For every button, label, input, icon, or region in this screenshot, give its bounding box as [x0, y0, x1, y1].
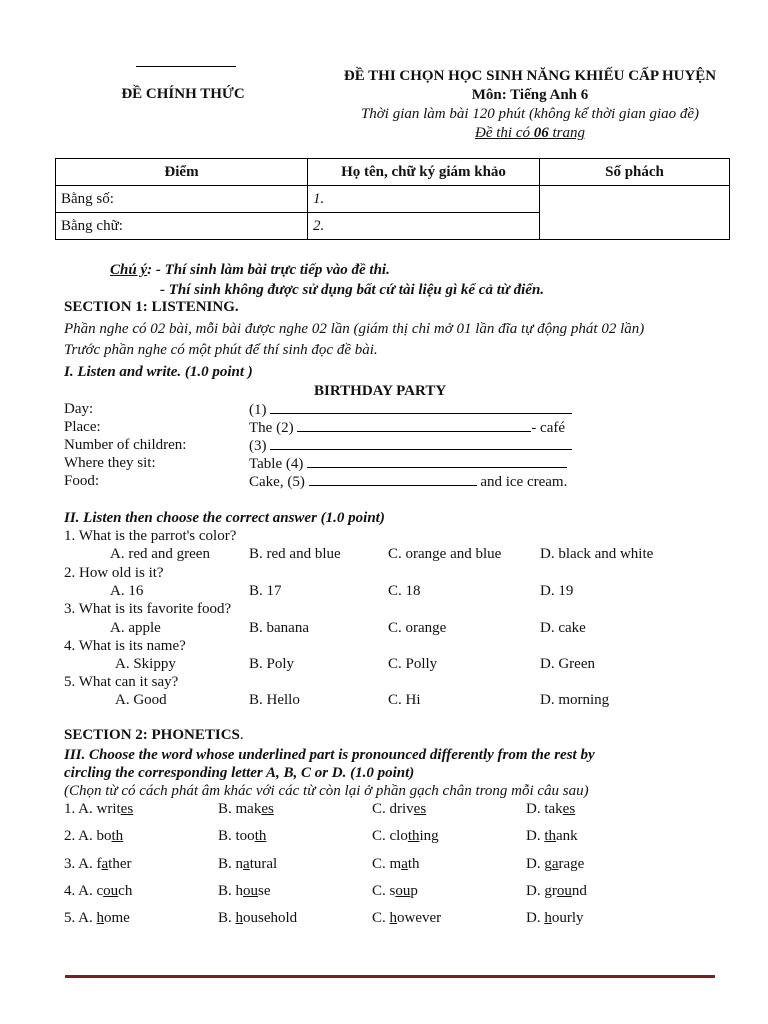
answer-blank-1[interactable]	[270, 401, 572, 414]
answer-blank-3[interactable]	[270, 437, 572, 450]
part3-title-1: III. Choose the word whose underlined part is pronounced differently from the rest by	[64, 747, 595, 763]
header-rule	[136, 66, 236, 67]
listen-row-label: Day:	[64, 401, 94, 417]
phon-option-b[interactable]: B. household	[218, 910, 298, 926]
code-col-header: Số phách	[540, 159, 730, 186]
listen-row-label: Place:	[64, 419, 101, 435]
option-c[interactable]: C. Polly	[388, 656, 438, 672]
phon-option-b[interactable]: B. natural	[218, 856, 278, 872]
exam-pages: Đề thi có 06 trang	[475, 125, 585, 141]
part3-vi-instruction: (Chọn từ có cách phát âm khác với các từ còn lại ở phần gạch chân trong mỗi câu sau)	[64, 783, 589, 799]
phon-option-c[interactable]: C. however	[372, 910, 442, 926]
phon-option-b[interactable]: B. tooth	[218, 828, 267, 844]
option-a[interactable]: A. apple	[110, 620, 161, 636]
code-cell	[540, 186, 730, 240]
part1-heading: BIRTHDAY PARTY	[314, 383, 447, 399]
phon-option-d[interactable]: D. ground	[526, 883, 587, 899]
option-b[interactable]: B. red and blue	[249, 546, 341, 562]
phon-option-c[interactable]: C. clothing	[372, 828, 439, 844]
examiner-1: 1.	[308, 186, 540, 213]
option-b[interactable]: B. Hello	[249, 692, 300, 708]
phon-option-d[interactable]: D. takes	[526, 801, 576, 817]
listen-row-answer: (1)	[249, 401, 572, 419]
option-b[interactable]: B. 17	[249, 583, 282, 599]
section1-desc-1: Phần nghe có 02 bài, mỗi bài được nghe 02 lần (giám thị chỉ mở 01 lần đĩa tự động phát 02 lần)	[64, 321, 645, 337]
option-d[interactable]: D. cake	[540, 620, 586, 636]
question: 1. What is the parrot's color?	[64, 528, 237, 544]
phon-option-a[interactable]: 4. A. couch	[64, 883, 133, 899]
option-a[interactable]: A. 16	[110, 583, 144, 599]
option-d[interactable]: D. morning	[540, 692, 610, 708]
exam-title: ĐỀ THI CHỌN HỌC SINH NĂNG KHIẾU CẤP HUYỆN	[343, 68, 717, 84]
listen-row-answer: Table (4)	[249, 455, 567, 473]
answer-blank-5[interactable]	[309, 473, 477, 486]
phon-option-b[interactable]: B. house	[218, 883, 271, 899]
official-label: ĐỀ CHÍNH THỨC	[121, 86, 245, 102]
listen-row-answer: The (2) - café	[249, 420, 566, 436]
part1-title: I. Listen and write. (1.0 point )	[64, 364, 253, 380]
option-d[interactable]: D. 19	[540, 583, 574, 599]
phon-option-d[interactable]: D. hourly	[526, 910, 584, 926]
score-by-number: Bằng số:	[56, 186, 308, 213]
answer-blank-2[interactable]	[297, 419, 531, 432]
listen-row-label: Number of children:	[64, 437, 187, 453]
option-b[interactable]: B. banana	[249, 620, 309, 636]
exam-header	[300, 67, 760, 143]
note-line-1: Chú ý: - Thí sinh làm bài trực tiếp vào đề thi.	[110, 262, 390, 278]
question: 3. What is its favorite food?	[64, 601, 232, 617]
listen-row-label: Where they sit:	[64, 455, 156, 471]
option-c[interactable]: C. 18	[388, 583, 421, 599]
phon-option-a[interactable]: 1. A. writes	[64, 801, 134, 817]
phon-option-a[interactable]: 5. A. home	[64, 910, 130, 926]
phon-option-b[interactable]: B. makes	[218, 801, 274, 817]
phon-option-c[interactable]: C. drives	[372, 801, 427, 817]
section2-title: SECTION 2: PHONETICS.	[64, 727, 244, 743]
part2-title: II. Listen then choose the correct answer (1.0 point)	[64, 510, 385, 526]
score-table	[55, 158, 730, 240]
listen-row-label: Food:	[64, 473, 100, 489]
phon-option-a[interactable]: 2. A. both	[64, 828, 124, 844]
exam-time: Thời gian làm bài 120 phút (không kể thời gian giao đề)	[360, 106, 700, 122]
exam-subject: Môn: Tiếng Anh 6	[471, 87, 589, 103]
listen-row-answer: (3)	[249, 437, 572, 455]
phon-option-c[interactable]: C. soup	[372, 883, 418, 899]
answer-blank-4[interactable]	[307, 455, 567, 468]
listen-row-answer: Cake, (5) and ice cream.	[249, 474, 568, 490]
question: 4. What is its name?	[64, 638, 186, 654]
option-c[interactable]: C. orange	[388, 620, 447, 636]
question: 5. What can it say?	[64, 674, 179, 690]
option-a[interactable]: A. Good	[115, 692, 167, 708]
section1-title: SECTION 1: LISTENING.	[64, 299, 239, 315]
note-line-2: - Thí sinh không được sử dụng bất cứ tài liệu gì kể cả từ điển.	[160, 282, 545, 298]
option-a[interactable]: A. Skippy	[115, 656, 176, 672]
part3-title-2: circling the corresponding letter A, B, C or D. (1.0 point)	[64, 765, 415, 781]
option-c[interactable]: C. orange and blue	[388, 546, 502, 562]
option-a[interactable]: A. red and green	[110, 546, 210, 562]
option-b[interactable]: B. Poly	[249, 656, 295, 672]
score-col-header: Điểm	[56, 159, 308, 186]
phon-option-d[interactable]: D. garage	[526, 856, 585, 872]
phon-option-d[interactable]: D. thank	[526, 828, 578, 844]
phon-option-a[interactable]: 3. A. father	[64, 856, 132, 872]
footer-rule	[65, 975, 715, 978]
section1-desc-2: Trước phần nghe có một phút để thí sinh đọc đề bài.	[64, 342, 378, 358]
question: 2. How old is it?	[64, 565, 164, 581]
examiner-col-header: Họ tên, chữ ký giám khảo	[308, 159, 540, 186]
score-by-words: Bằng chữ:	[56, 213, 308, 240]
examiner-2: 2.	[308, 213, 540, 240]
option-d[interactable]: D. black and white	[540, 546, 654, 562]
option-c[interactable]: C. Hi	[388, 692, 421, 708]
option-d[interactable]: D. Green	[540, 656, 595, 672]
phon-option-c[interactable]: C. math	[372, 856, 420, 872]
